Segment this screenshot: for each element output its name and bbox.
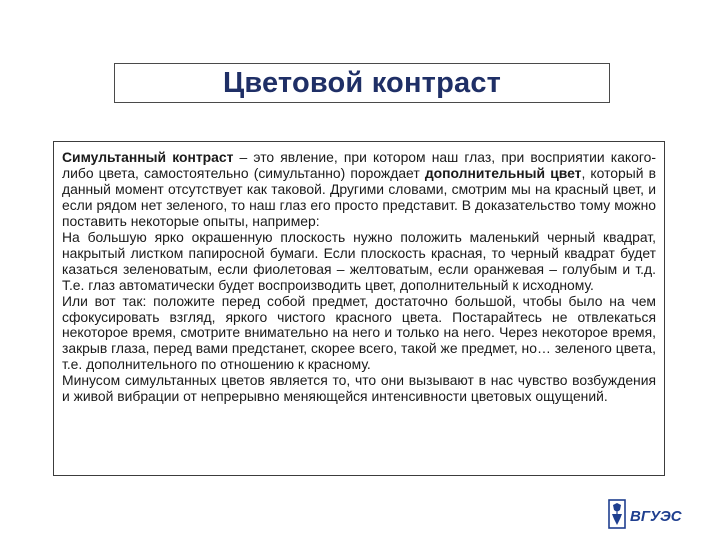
- content-box: [53, 141, 665, 476]
- term-simultaneous-contrast: Симультанный контраст: [62, 149, 234, 165]
- term-complementary-color: дополнительный цвет: [424, 164, 582, 181]
- university-logo: [606, 497, 686, 531]
- logo-text: ВГУЭС: [630, 508, 682, 525]
- definition-text-1: – это явление, при котором наш глаз, при восприятии какого-либо цвета, самостоятельно (симультанно) порождает: [62, 149, 656, 181]
- paragraph-experiment-2: Или вот так: положите перед собой предмет, достаточно большой, чтобы было на чем сфокусировать взгляд, яркого чистого красного цвета. Постарайтесь не отвлекаться некоторое время, смотрите внимательно на него и только на него. Через некоторое время, закрыв глаза, перед вами предстанет, скорее всего, такой же предмет, но… зеленого цвета, т.е. дополнительного по отношению к красному.: [62, 292, 656, 373]
- title-box: [114, 63, 610, 103]
- paragraph-experiment-1: На большую ярко окрашенную плоскость нужно положить маленький черный квадрат, накрытый листком папиросной бумаги. Если плоскость красная, то черный квадрат будет казаться зеленоватым, если фиолетовая – желтоватым, если оранжевая – голубым и т.д. Т.е. глаз автоматически будет воспроизводить цвет, дополнительный к исходному.: [62, 228, 656, 293]
- definition-text-2: , который в данный момент отсутствует как таковой. Другими словами, смотрим мы на красный цвет, и если рядом нет зеленого, то наш глаз его просто представит. В доказательство тому можно поставить некоторые опыты, например:: [62, 164, 656, 229]
- paragraph-conclusion: Минусом симультанных цветов является то, что они вызывают в нас чувство возбуждения и живой вибрации от непрерывно меняющейся интенсивности цветовых ощущений.: [62, 372, 656, 405]
- slide-title: Цветовой контраст: [222, 67, 502, 99]
- paragraph-definition: [62, 150, 656, 230]
- university-emblem-icon: [609, 500, 625, 528]
